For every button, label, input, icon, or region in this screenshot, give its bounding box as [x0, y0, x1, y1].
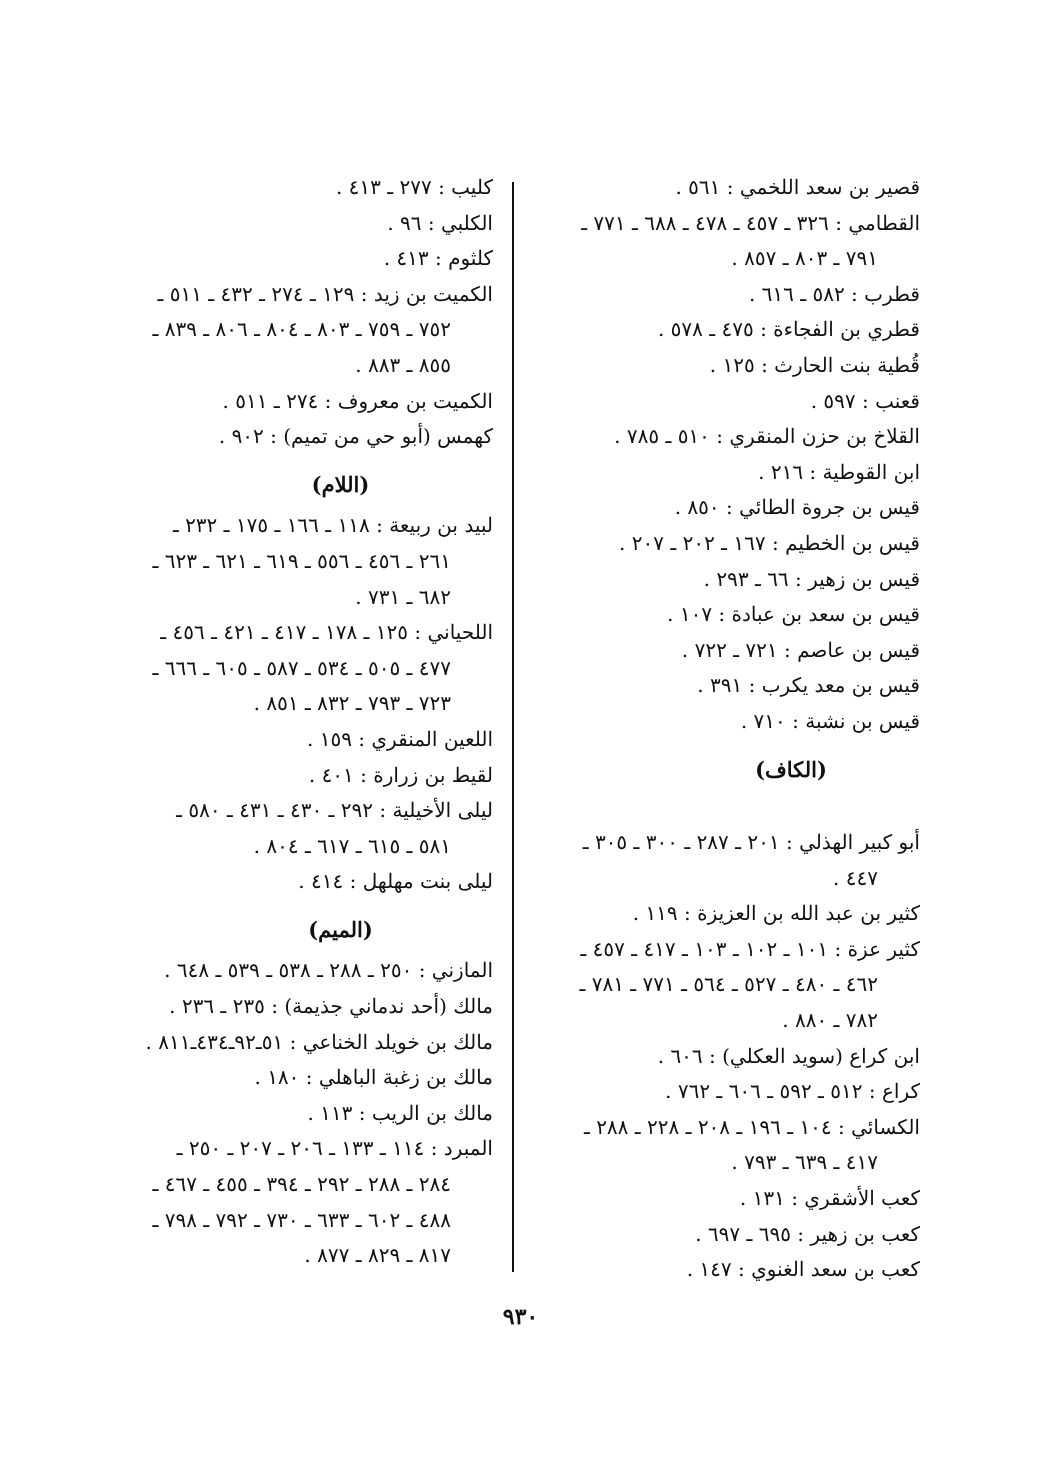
- index-entry: لقيط بن زرارة : ٤٠١ .: [308, 762, 493, 787]
- index-entry-continuation: ٦٨٢ ـ ٧٣١ .: [355, 584, 451, 609]
- index-entry: قيس بن عاصم : ٧٢١ ـ ٧٢٢ .: [681, 637, 920, 662]
- index-entry: القطامي : ٣٢٦ ـ ٤٥٧ ـ ٤٧٨ ـ ٦٨٨ ـ ٧٧١ ـ: [581, 210, 920, 235]
- index-entry: ليلى الأخيلية : ٢٩٢ ـ ٤٣٠ ـ ٤٣١ ـ ٥٨٠ ـ: [176, 798, 493, 823]
- index-entry: اللحياني : ١٢٥ ـ ١٧٨ ـ ٤١٧ ـ ٤٢١ ـ ٤٥٦ ـ: [160, 620, 493, 645]
- left-column: [108, 170, 493, 1274]
- index-entry: ابن القوطية : ٢١٦ .: [758, 459, 920, 484]
- index-entry: مالك (أحد ندماني جذيمة) : ٢٣٥ ـ ٢٣٦ .: [169, 994, 493, 1019]
- index-entry-continuation: ٧٩١ ـ ٨٠٣ ـ ٨٥٧ .: [731, 246, 878, 271]
- index-entry: كلثوم : ٤١٣ .: [383, 246, 493, 271]
- page-number: ٩٣٠: [502, 1304, 539, 1330]
- index-entry: قيس بن نشبة : ٧١٠ .: [740, 708, 920, 733]
- index-entry: قيس بن زهير : ٦٦ ـ ٢٩٣ .: [703, 566, 920, 591]
- section-heading-mim: (الميم): [308, 916, 373, 942]
- index-entry-continuation: ٤٦٢ ـ ٤٨٠ ـ ٥٢٧ ـ ٥٦٤ ـ ٧٧١ ـ ٧٨١ ـ: [579, 972, 878, 997]
- section-heading-kaf: (الكاف): [755, 756, 827, 782]
- index-entry: قيس بن معد يكرب : ٣٩١ .: [697, 673, 920, 698]
- index-entry: كعب بن زهير : ٦٩٥ ـ ٦٩٧ .: [695, 1221, 920, 1246]
- index-entry: لبيد بن ربيعة : ١١٨ ـ ١٦٦ ـ ١٧٥ ـ ٢٣٢ ـ: [172, 513, 493, 538]
- index-entry: قيس بن الخطيم : ١٦٧ ـ ٢٠٢ ـ ٢٠٧ .: [619, 530, 920, 555]
- index-entry: مالك بن زغبة الباهلي : ١٨٠ .: [254, 1065, 493, 1090]
- index-entry-continuation: ٨١٧ ـ ٨٢٩ ـ ٨٧٧ .: [304, 1243, 451, 1268]
- index-entry: كراع : ٥١٢ ـ ٥٩٢ ـ ٦٠٦ ـ ٧٦٢ .: [665, 1079, 920, 1104]
- section-heading-lam: (اللام): [311, 471, 370, 497]
- index-entry-continuation: ٨٥٥ ـ ٨٨٣ .: [355, 352, 451, 377]
- index-entry: الكلبي : ٩٦ .: [387, 210, 493, 235]
- column-divider: [512, 182, 514, 1272]
- index-entry: القلاخ بن حزن المنقري : ٥١٠ ـ ٧٨٥ .: [614, 424, 920, 449]
- index-entry-continuation: ٧٥٢ ـ ٧٥٩ ـ ٨٠٣ ـ ٨٠٤ ـ ٨٠٦ ـ ٨٣٩ ـ: [152, 317, 451, 342]
- index-entry-continuation: ٢٨٤ ـ ٢٨٨ ـ ٢٩٢ ـ ٣٩٤ ـ ٤٥٥ ـ ٤٦٧ ـ: [152, 1172, 451, 1197]
- index-entry-continuation: ٧٢٣ ـ ٧٩٣ ـ ٨٣٢ ـ ٨٥١ .: [253, 691, 451, 716]
- index-entry: المبرد : ١١٤ ـ ١٣٣ ـ ٢٠٦ ـ ٢٠٧ ـ ٢٥٠ ـ: [176, 1136, 493, 1161]
- index-entry: كعب بن سعد الغنوي : ١٤٧ .: [686, 1257, 920, 1282]
- index-entry: اللعين المنقري : ١٥٩ .: [307, 726, 493, 751]
- index-entry: قيس بن سعد بن عبادة : ١٠٧ .: [667, 602, 920, 627]
- index-entry: قطرب : ٥٨٢ ـ ٦١٦ .: [748, 281, 920, 306]
- index-entry: كهمس (أبو حي من تميم) : ٩٠٢ .: [218, 424, 493, 449]
- index-entry-continuation: ٢٦١ ـ ٤٥٦ ـ ٥٥٦ ـ ٦١٩ ـ ٦٢١ ـ ٦٢٣ ـ: [152, 548, 451, 573]
- index-entry-continuation: ٧٨٢ ـ ٨٨٠ .: [782, 1008, 878, 1033]
- index-entry: قعنب : ٥٩٧ .: [810, 388, 920, 413]
- index-entry: مالك بن الريب : ١١٣ .: [307, 1100, 493, 1125]
- index-entry: كليب : ٢٧٧ ـ ٤١٣ .: [335, 175, 493, 199]
- index-entry-continuation: ٤٨٨ ـ ٦٠٢ ـ ٦٣٣ ـ ٧٣٠ ـ ٧٩٢ ـ ٧٩٨ ـ: [152, 1207, 451, 1232]
- right-column: [532, 170, 920, 1288]
- index-entry: قصير بن سعد اللخمي : ٥٦١ .: [675, 175, 920, 199]
- index-entry: الكميت بن معروف : ٢٧٤ ـ ٥١١ .: [222, 388, 493, 413]
- index-entry: المازني : ٢٥٠ ـ ٢٨٨ ـ ٥٣٨ ـ ٥٣٩ ـ ٦٤٨ .: [164, 958, 493, 983]
- index-entry: أبو كبير الهذلي : ٢٠١ ـ ٢٨٧ ـ ٣٠٠ ـ ٣٠٥ ـ: [582, 830, 920, 855]
- index-entry-continuation: ٤١٧ ـ ٦٣٩ ـ ٧٩٣ .: [731, 1150, 878, 1175]
- index-entry: كعب الأشقري : ١٣١ .: [739, 1186, 920, 1211]
- index-entry: مالك بن خويلد الخناعي : ٥١ـ٩٢ـ٤٣٤ـ٨١١ .: [145, 1029, 493, 1054]
- index-entry: ابن كراع (سويد العكلي) : ٦٠٦ .: [657, 1043, 920, 1068]
- index-entry: قطري بن الفجاءة : ٤٧٥ ـ ٥٧٨ .: [657, 317, 920, 342]
- index-entry: الكميت بن زيد : ١٢٩ ـ ٢٧٤ ـ ٤٣٢ ـ ٥١١ ـ: [157, 281, 493, 306]
- index-entry: كثير عزة : ١٠١ ـ ١٠٢ ـ ١٠٣ ـ ٤١٧ ـ ٤٥٧ ـ: [580, 936, 920, 961]
- index-entry: كثير بن عبد الله بن العزيزة : ١١٩ .: [632, 901, 920, 926]
- index-entry: قيس بن جروة الطائي : ٨٥٠ .: [674, 495, 920, 520]
- index-entry: قُطية بنت الحارث : ١٢٥ .: [709, 352, 920, 377]
- index-entry: الكسائي : ١٠٤ ـ ١٩٦ ـ ٢٠٨ ـ ٢٢٨ ـ ٢٨٨ ـ: [583, 1114, 920, 1139]
- index-entry-continuation: ٤٤٧ .: [833, 865, 878, 890]
- index-entry-continuation: ٥٨١ ـ ٦١٥ ـ ٦١٧ ـ ٨٠٤ .: [253, 833, 451, 858]
- index-entry: ليلى بنت مهلهل : ٤١٤ .: [298, 869, 493, 894]
- index-entry-continuation: ٤٧٧ ـ ٥٠٥ ـ ٥٣٤ ـ ٥٨٧ ـ ٦٠٥ ـ ٦٦٦ ـ: [152, 655, 451, 680]
